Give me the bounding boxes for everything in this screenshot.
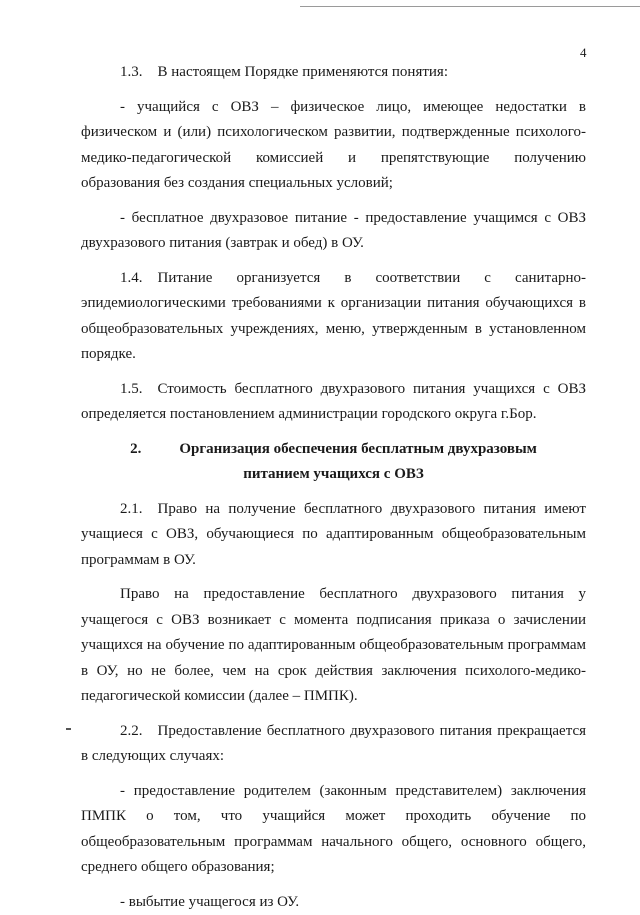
clause-1-3: 1.3. В настоящем Порядке применяются понятия:	[81, 60, 586, 86]
termination-case-2: - выбытие учащегося из ОУ.	[81, 890, 586, 915]
page-number: 4	[580, 45, 587, 61]
section-2-heading-line-1	[81, 437, 586, 463]
scan-edge-line	[300, 6, 640, 7]
scan-margin-mark	[66, 728, 71, 730]
section-2-number: 2.	[130, 437, 141, 463]
document-body	[81, 60, 586, 915]
clause-1-4: 1.4. Питание организуется в соответствии с санитарно-эпидемиологическими требованиями к организации питания обучающихся в общеобразовательных учреждениях, меню, утвержденным в установленном порядке.	[81, 266, 586, 368]
definition-ovz-line-2: физическом и (или) психологическом развитии, подтвержденные психолого-	[81, 120, 586, 146]
definition-ovz-line-4: образования без создания специальных условий;	[81, 171, 586, 197]
definition-ovz-line-3: медико-педагогической комиссией и препятствующие получению	[81, 146, 586, 172]
clause-2-2: 2.2. Предоставление бесплатного двухразового питания прекращается в следующих случаях:	[81, 719, 586, 770]
definition-free-meals: - бесплатное двухразовое питание - предоставление учащимся с ОВЗ двухразового питания (завтрак и обед) в ОУ.	[81, 206, 586, 257]
termination-case-1: - предоставление родителем (законным представителем) заключения ПМПК о том, что учащийся может проходить обучение по общеобразовательным программам начального общего, основного общего, среднего общего образования;	[81, 779, 586, 881]
clause-2-1-right: Право на предоставление бесплатного двухразового питания у учащегося с ОВЗ возникает с момента подписания приказа о зачислении учащихся на обучение по адаптированным общеобразовательным программам в ОУ, но не более, чем на срок действия заключения психолого-медико-педагогической комиссии (далее – ПМПК).	[81, 582, 586, 710]
section-2-title-part-1: Организация обеспечения бесплатным двухразовым	[179, 441, 537, 457]
clause-1-5: 1.5. Стоимость бесплатного двухразового питания учащихся с ОВЗ определяется постановлением администрации городского округа г.Бор.	[81, 377, 586, 428]
clause-2-1: 2.1. Право на получение бесплатного двухразового питания имеют учащиеся с ОВЗ, обучающиеся по адаптированным общеобразовательным программам в ОУ.	[81, 497, 586, 574]
section-2-heading-line-2: питанием учащихся с ОВЗ	[81, 462, 586, 488]
definition-ovz-line-1: - учащийся с ОВЗ – физическое лицо, имеющее недостатки в	[81, 95, 586, 121]
